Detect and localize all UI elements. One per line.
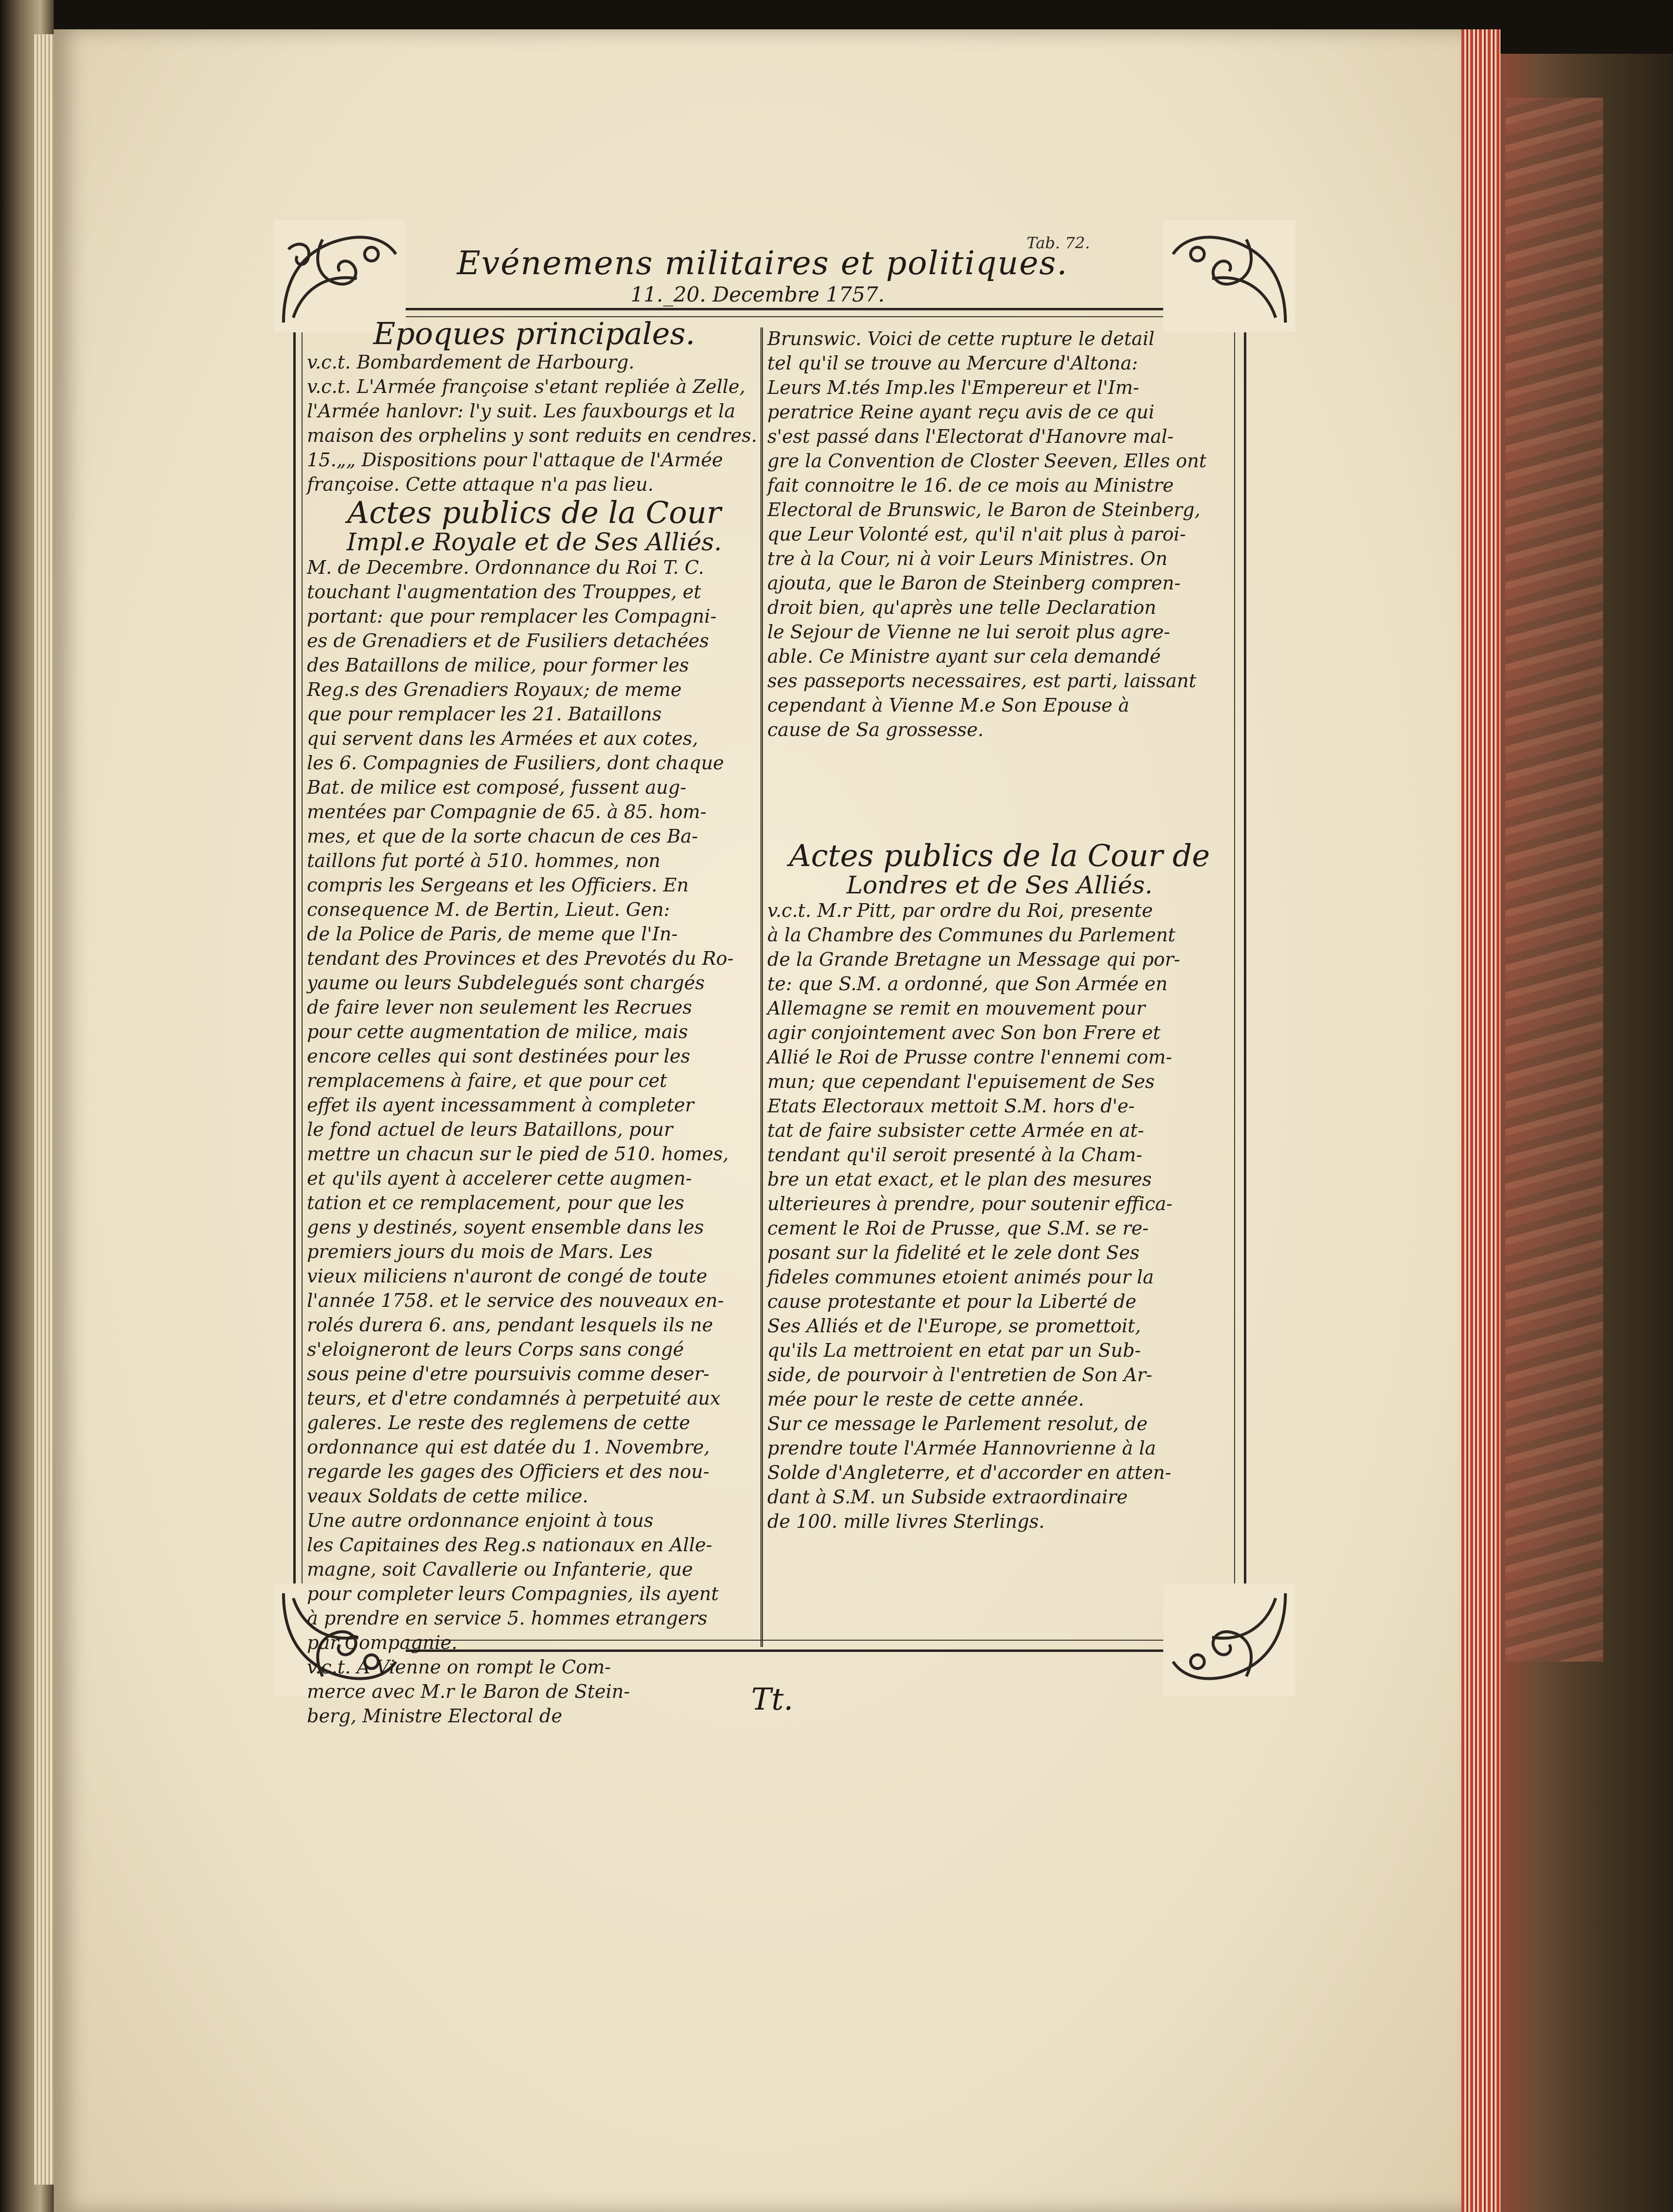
text-line: de faire lever non seulement les Recrues	[307, 997, 692, 1018]
left-column	[307, 318, 761, 1728]
text-line: gens y destinés, soyent ensemble dans les	[307, 1216, 704, 1238]
text-line: qui servent dans les Armées et aux cotes,	[307, 728, 698, 749]
text-line: sous peine d'etre poursuivis comme deser-	[307, 1363, 710, 1385]
text-line: Electoral de Brunswic, le Baron de Steinberg,	[767, 499, 1201, 520]
text-line: le Sejour de Vienne ne lui seroit plus agre-	[767, 621, 1170, 643]
text-line: tre à la Cour, ni à voir Leurs Ministres. On	[767, 548, 1168, 569]
ornament-top-right-icon	[1163, 220, 1295, 332]
text-line: qu'ils La mettroient en etat par un Sub-	[767, 1340, 1141, 1361]
text-line: portant: que pour remplacer les Compagni-	[307, 606, 717, 627]
text-line: les 6. Compagnies de Fusiliers, dont chaque	[307, 752, 724, 774]
text-line: mée pour le reste de cette année.	[767, 1388, 1085, 1410]
text-line: posant sur la fidelité et le zele dont Ses	[767, 1242, 1140, 1263]
text-line: Leurs M.tés Imp.les l'Empereur et l'Im-	[767, 377, 1139, 398]
text-line: fideles communes etoient animés pour la	[767, 1266, 1154, 1288]
text-line: tat de faire subsister cette Armée en at-	[767, 1120, 1144, 1141]
text-line: mun; que cependant l'epuisement de Ses	[767, 1071, 1155, 1092]
text-line: galeres. Le reste des reglemens de cette	[307, 1412, 691, 1433]
heading-actes-cour-londres: Actes publics de la Cour de	[789, 838, 1210, 873]
text-line: mentées par Compagnie de 65. à 85. hom-	[307, 801, 707, 823]
text-line: te: que S.M. a ordonné, que Son Armée en	[767, 973, 1168, 995]
text-line: compris les Sergeans et les Officiers. En	[307, 874, 689, 896]
text-line: Sur ce message le Parlement resolut, de	[767, 1413, 1148, 1434]
text-line: Allemagne se remit en mouvement pour	[767, 998, 1146, 1019]
text-line: encore celles qui sont destinées pour les	[307, 1045, 691, 1067]
text-line: agir conjointement avec Son bon Frere et	[767, 1022, 1161, 1043]
text-line: et qu'ils ayent à accelerer cette augmen-	[307, 1168, 692, 1189]
text-line: pour completer leurs Compagnies, ils ayent	[307, 1583, 719, 1605]
text-line: ses passeports necessaires, est parti, laissant	[767, 670, 1196, 692]
text-line: mes, et que de la sorte chacun de ces Ba-	[307, 825, 698, 847]
text-line: bre un etat exact, et le plan des mesures	[767, 1169, 1152, 1190]
text-line: remplacemens à faire, et que pour cet	[307, 1070, 667, 1091]
signature-mark: Tt.	[751, 1681, 793, 1717]
text-line: berg, Ministre Electoral de	[307, 1705, 563, 1727]
text-line: cause de Sa grossesse.	[767, 719, 984, 740]
text-line: tendant qu'il seroit presenté à la Cham-	[767, 1144, 1143, 1166]
text-line: v.c.t. L'Armée françoise s'etant repliée à Zelle,	[307, 376, 745, 397]
text-line: touchant l'augmentation des Trouppes, et	[307, 581, 701, 603]
right-column	[767, 326, 1232, 1534]
text-line: gre la Convention de Closter Seeven, Elles ont	[767, 450, 1207, 472]
text-line: v.c.t. Bombardement de Harbourg.	[307, 351, 635, 373]
text-line: que pour remplacer les 21. Bataillons	[307, 703, 662, 725]
text-line: à la Chambre des Communes du Parlement	[767, 924, 1175, 946]
text-line: françoise. Cette attaque n'a pas lieu.	[307, 474, 654, 495]
heading-epoques: Epoques principales.	[373, 316, 695, 351]
text-line: effet ils ayent incessamment à completer	[307, 1094, 694, 1116]
londres-lines	[767, 898, 1232, 1534]
subheading-actes-cour-londres: Londres et de Ses Alliés.	[846, 871, 1153, 899]
text-line: M. de Decembre. Ordonnance du Roi T. C.	[307, 557, 704, 578]
text-line: à prendre en service 5. hommes etrangers	[307, 1607, 708, 1629]
text-line: l'année 1758. et le service des nouveaux en-	[307, 1290, 724, 1311]
marbled-cover	[1505, 98, 1603, 1662]
text-line: Bat. de milice est composé, fussent aug-	[307, 777, 687, 798]
text-line: Brunswic. Voici de cette rupture le detail	[767, 328, 1155, 349]
text-line: side, de pourvoir à l'entretien de Son Ar-	[767, 1364, 1152, 1386]
text-line: rolés durera 6. ans, pendant lesquels ils ne	[307, 1314, 713, 1336]
text-line: le fond actuel de leurs Bataillons, pour	[307, 1119, 673, 1140]
text-line: consequence M. de Bertin, Lieut. Gen:	[307, 899, 670, 920]
text-line: Reg.s des Grenadiers Royaux; de meme	[307, 679, 682, 700]
text-line: les Capitaines des Reg.s nationaux en Alle-	[307, 1534, 713, 1556]
text-line: merce avec M.r le Baron de Stein-	[307, 1681, 630, 1702]
text-line: Etats Electoraux mettoit S.M. hors d'e-	[767, 1095, 1135, 1117]
tab-number: Tab. 72.	[1026, 234, 1090, 252]
text-line: l'Armée hanlovr: l'y suit. Les fauxbourgs et la	[307, 400, 736, 422]
text-line: peratrice Reine ayant reçu avis de ce qui	[767, 401, 1155, 423]
text-line: maison des orphelins y sont reduits en cendres.	[307, 425, 757, 446]
text-line: taillons fut porté à 510. hommes, non	[307, 850, 661, 871]
text-line: able. Ce Ministre ayant sur cela demandé	[767, 646, 1161, 667]
text-line: de 100. mille livres Sterlings.	[767, 1511, 1045, 1532]
text-line: ajouta, que le Baron de Steinberg compren-	[767, 572, 1181, 594]
text-line: teurs, et d'etre condamnés à perpetuité aux	[307, 1388, 721, 1409]
text-line: es de Grenadiers et de Fusiliers detachées	[307, 630, 709, 651]
text-line: tation et ce remplacement, pour que les	[307, 1192, 684, 1214]
text-line: dant à S.M. un Subside extraordinaire	[767, 1486, 1128, 1508]
text-line: de la Police de Paris, de meme que l'In-	[307, 923, 678, 945]
text-line: yaume ou leurs Subdelegués sont chargés	[307, 972, 705, 994]
heading-actes-cour-imperiale: Actes publics de la Cour	[347, 495, 721, 530]
page-title: Evénemens militaires et politiques.	[456, 244, 1068, 282]
text-line: v.c.t. M.r Pitt, par ordre du Roi, presente	[767, 900, 1153, 921]
vienna-rupture-lines	[767, 326, 1232, 742]
actes-lines	[307, 555, 761, 1728]
text-line: cement le Roi de Prusse, que S.M. se re-	[767, 1217, 1149, 1239]
text-line: s'eloigneront de leurs Corps sans congé	[307, 1339, 684, 1360]
text-line: vieux miliciens n'auront de congé de toute	[307, 1265, 708, 1287]
text-line: premiers jours du mois de Mars. Les	[307, 1241, 653, 1262]
epoques-lines	[307, 350, 761, 497]
text-line: fait connoitre le 16. de ce mois au Ministre	[767, 475, 1174, 496]
text-line: 15.„„ Dispositions pour l'attaque de l'Armée	[307, 449, 723, 471]
text-line: s'est passé dans l'Electorat d'Hanovre mal-	[767, 426, 1174, 447]
text-line: que Leur Volonté est, qu'il n'ait plus à paroi-	[767, 523, 1186, 545]
text-line: magne, soit Cavallerie ou Infanterie, que	[307, 1559, 693, 1580]
text-line: Allié le Roi de Prusse contre l'ennemi com-	[767, 1046, 1173, 1068]
text-line: de la Grande Bretagne un Message qui por-	[767, 949, 1180, 970]
text-line: des Bataillons de milice, pour former les	[307, 654, 689, 676]
ornament-bottom-right-icon	[1163, 1583, 1295, 1696]
date-range: 11._20. Decembre 1757.	[630, 282, 885, 306]
text-line: regarde les gages des Officiers et des nou-	[307, 1461, 710, 1482]
text-line: prendre toute l'Armée Hannovrienne à la	[767, 1437, 1156, 1459]
text-line: Une autre ordonnance enjoint à tous	[307, 1510, 653, 1531]
text-line: ordonnance qui est datée du 1. Novembre,	[307, 1436, 710, 1458]
subheading-actes-cour-imperiale: Impl.e Royale et de Ses Alliés.	[347, 528, 722, 556]
text-line: v.c.t. A Vienne on rompt le Com-	[307, 1656, 611, 1678]
text-line: tendant des Provinces et des Prevotés du Ro-	[307, 948, 734, 969]
text-line: par Compagnie.	[307, 1632, 457, 1653]
text-line: ulterieures à prendre, pour soutenir effica-	[767, 1193, 1173, 1214]
text-line: pour cette augmentation de milice, mais	[307, 1021, 688, 1042]
text-line: cause protestante et pour la Liberté de	[767, 1291, 1137, 1312]
column-gap	[767, 742, 1232, 840]
red-page-edges	[1461, 29, 1500, 2212]
text-line: tel qu'il se trouve au Mercure d'Altona:	[767, 352, 1138, 374]
text-line: Solde d'Angleterre, et d'accorder en atten-	[767, 1462, 1172, 1483]
text-line: veaux Soldats de cette milice.	[307, 1485, 588, 1507]
text-line: mettre un chacun sur le pied de 510. homes,	[307, 1143, 729, 1165]
text-line: Ses Alliés et de l'Europe, se promettoit,	[767, 1315, 1141, 1337]
text-line: droit bien, qu'après une telle Declaration	[767, 597, 1156, 618]
text-line: cependant à Vienne M.e Son Epouse à	[767, 694, 1130, 716]
